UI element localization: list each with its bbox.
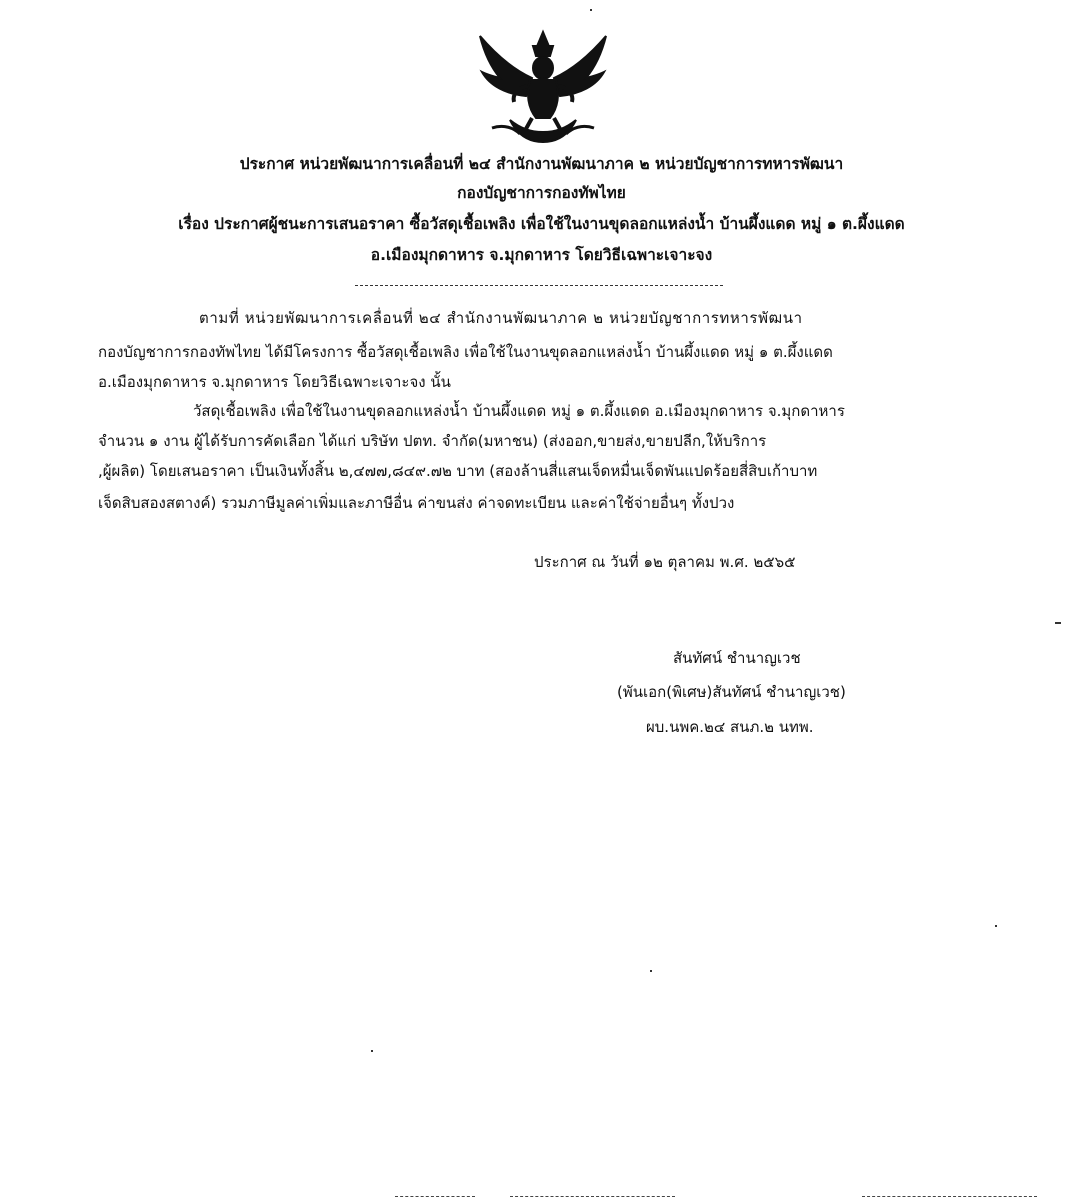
signature-position: ผบ.นพค.๒๔ สนภ.๒ นทพ. xyxy=(646,718,814,736)
signature-rank-name: (พันเอก(พิเศษ)สันทัศน์ ชำนาญเวช) xyxy=(617,683,846,701)
announcement-subject-line-1: เรื่อง ประกาศผู้ชนะการเสนอราคา ซื้อวัสดุเชื้อเพลิง เพื่อใช้ในงานขุดลอกแหล่งน้ำ บ้านผึ้งแดด หมู่ ๑ ต.ผึ้งแดด xyxy=(178,215,905,233)
scan-speck xyxy=(1055,622,1061,624)
body-text-line: ,ผู้ผลิต) โดยเสนอราคา เป็นเงินทั้งสิ้น ๒,๔๗๗,๘๔๙.๗๒ บาท (สองล้านสี่แสนเจ็ดหมื่นเจ็ดพันแปดร้อยสี่สิบเก้าบาท xyxy=(98,462,818,480)
body-text-line: เจ็ดสิบสองสตางค์) รวมภาษีมูลค่าเพิ่มและภาษีอื่น ค่าขนส่ง ค่าจดทะเบียน และค่าใช้จ่ายอื่นๆ ทั้งปวง xyxy=(98,494,735,512)
announcement-header-line-1: ประกาศ หน่วยพัฒนาการเคลื่อนที่ ๒๔ สำนักงานพัฒนาภาค ๒ หน่วยบัญชาการทหารพัฒนา xyxy=(239,155,844,173)
scan-speck xyxy=(650,970,652,972)
body-text-line: ตามที่ หน่วยพัฒนาการเคลื่อนที่ ๒๔ สำนักงานพัฒนาภาค ๒ หน่วยบัญชาการทหารพัฒนา xyxy=(199,309,803,327)
scan-speck xyxy=(995,925,997,927)
scan-edge-mark xyxy=(395,1196,475,1197)
header-divider xyxy=(355,285,723,286)
signature-name: สันทัศน์ ชำนาญเวช xyxy=(673,649,801,667)
body-text-line: จำนวน ๑ งาน ผู้ได้รับการคัดเลือก ได้แก่ บริษัท ปตท. จำกัด(มหาชน) (ส่งออก,ขายส่ง,ขายปลีก,ให้บริการ xyxy=(98,432,767,450)
garuda-emblem-icon xyxy=(470,28,616,146)
announcement-subject-line-2: อ.เมืองมุกดาหาร จ.มุกดาหาร โดยวิธีเฉพาะเจาะจง xyxy=(370,246,713,264)
announcement-date: ประกาศ ณ วันที่ ๑๒ ตุลาคม พ.ศ. ๒๕๖๕ xyxy=(534,553,796,571)
body-text-line: วัสดุเชื้อเพลิง เพื่อใช้ในงานขุดลอกแหล่งน้ำ บ้านผึ้งแดด หมู่ ๑ ต.ผึ้งแดด อ.เมืองมุกดาหาร จ.มุกดาหาร xyxy=(193,402,845,420)
announcement-header-line-2: กองบัญชาการกองทัพไทย xyxy=(457,184,626,202)
body-text-line: กองบัญชาการกองทัพไทย ได้มีโครงการ ซื้อวัสดุเชื้อเพลิง เพื่อใช้ในงานขุดลอกแหล่งน้ำ บ้านผึ้งแดด หมู่ ๑ ต.ผึ้งแดด xyxy=(98,343,833,361)
scan-edge-mark xyxy=(862,1196,1037,1197)
scan-speck xyxy=(371,1050,373,1052)
scan-speck xyxy=(590,9,592,11)
body-text-line: อ.เมืองมุกดาหาร จ.มุกดาหาร โดยวิธีเฉพาะเจาะจง นั้น xyxy=(98,373,451,391)
scan-edge-mark xyxy=(510,1196,675,1197)
